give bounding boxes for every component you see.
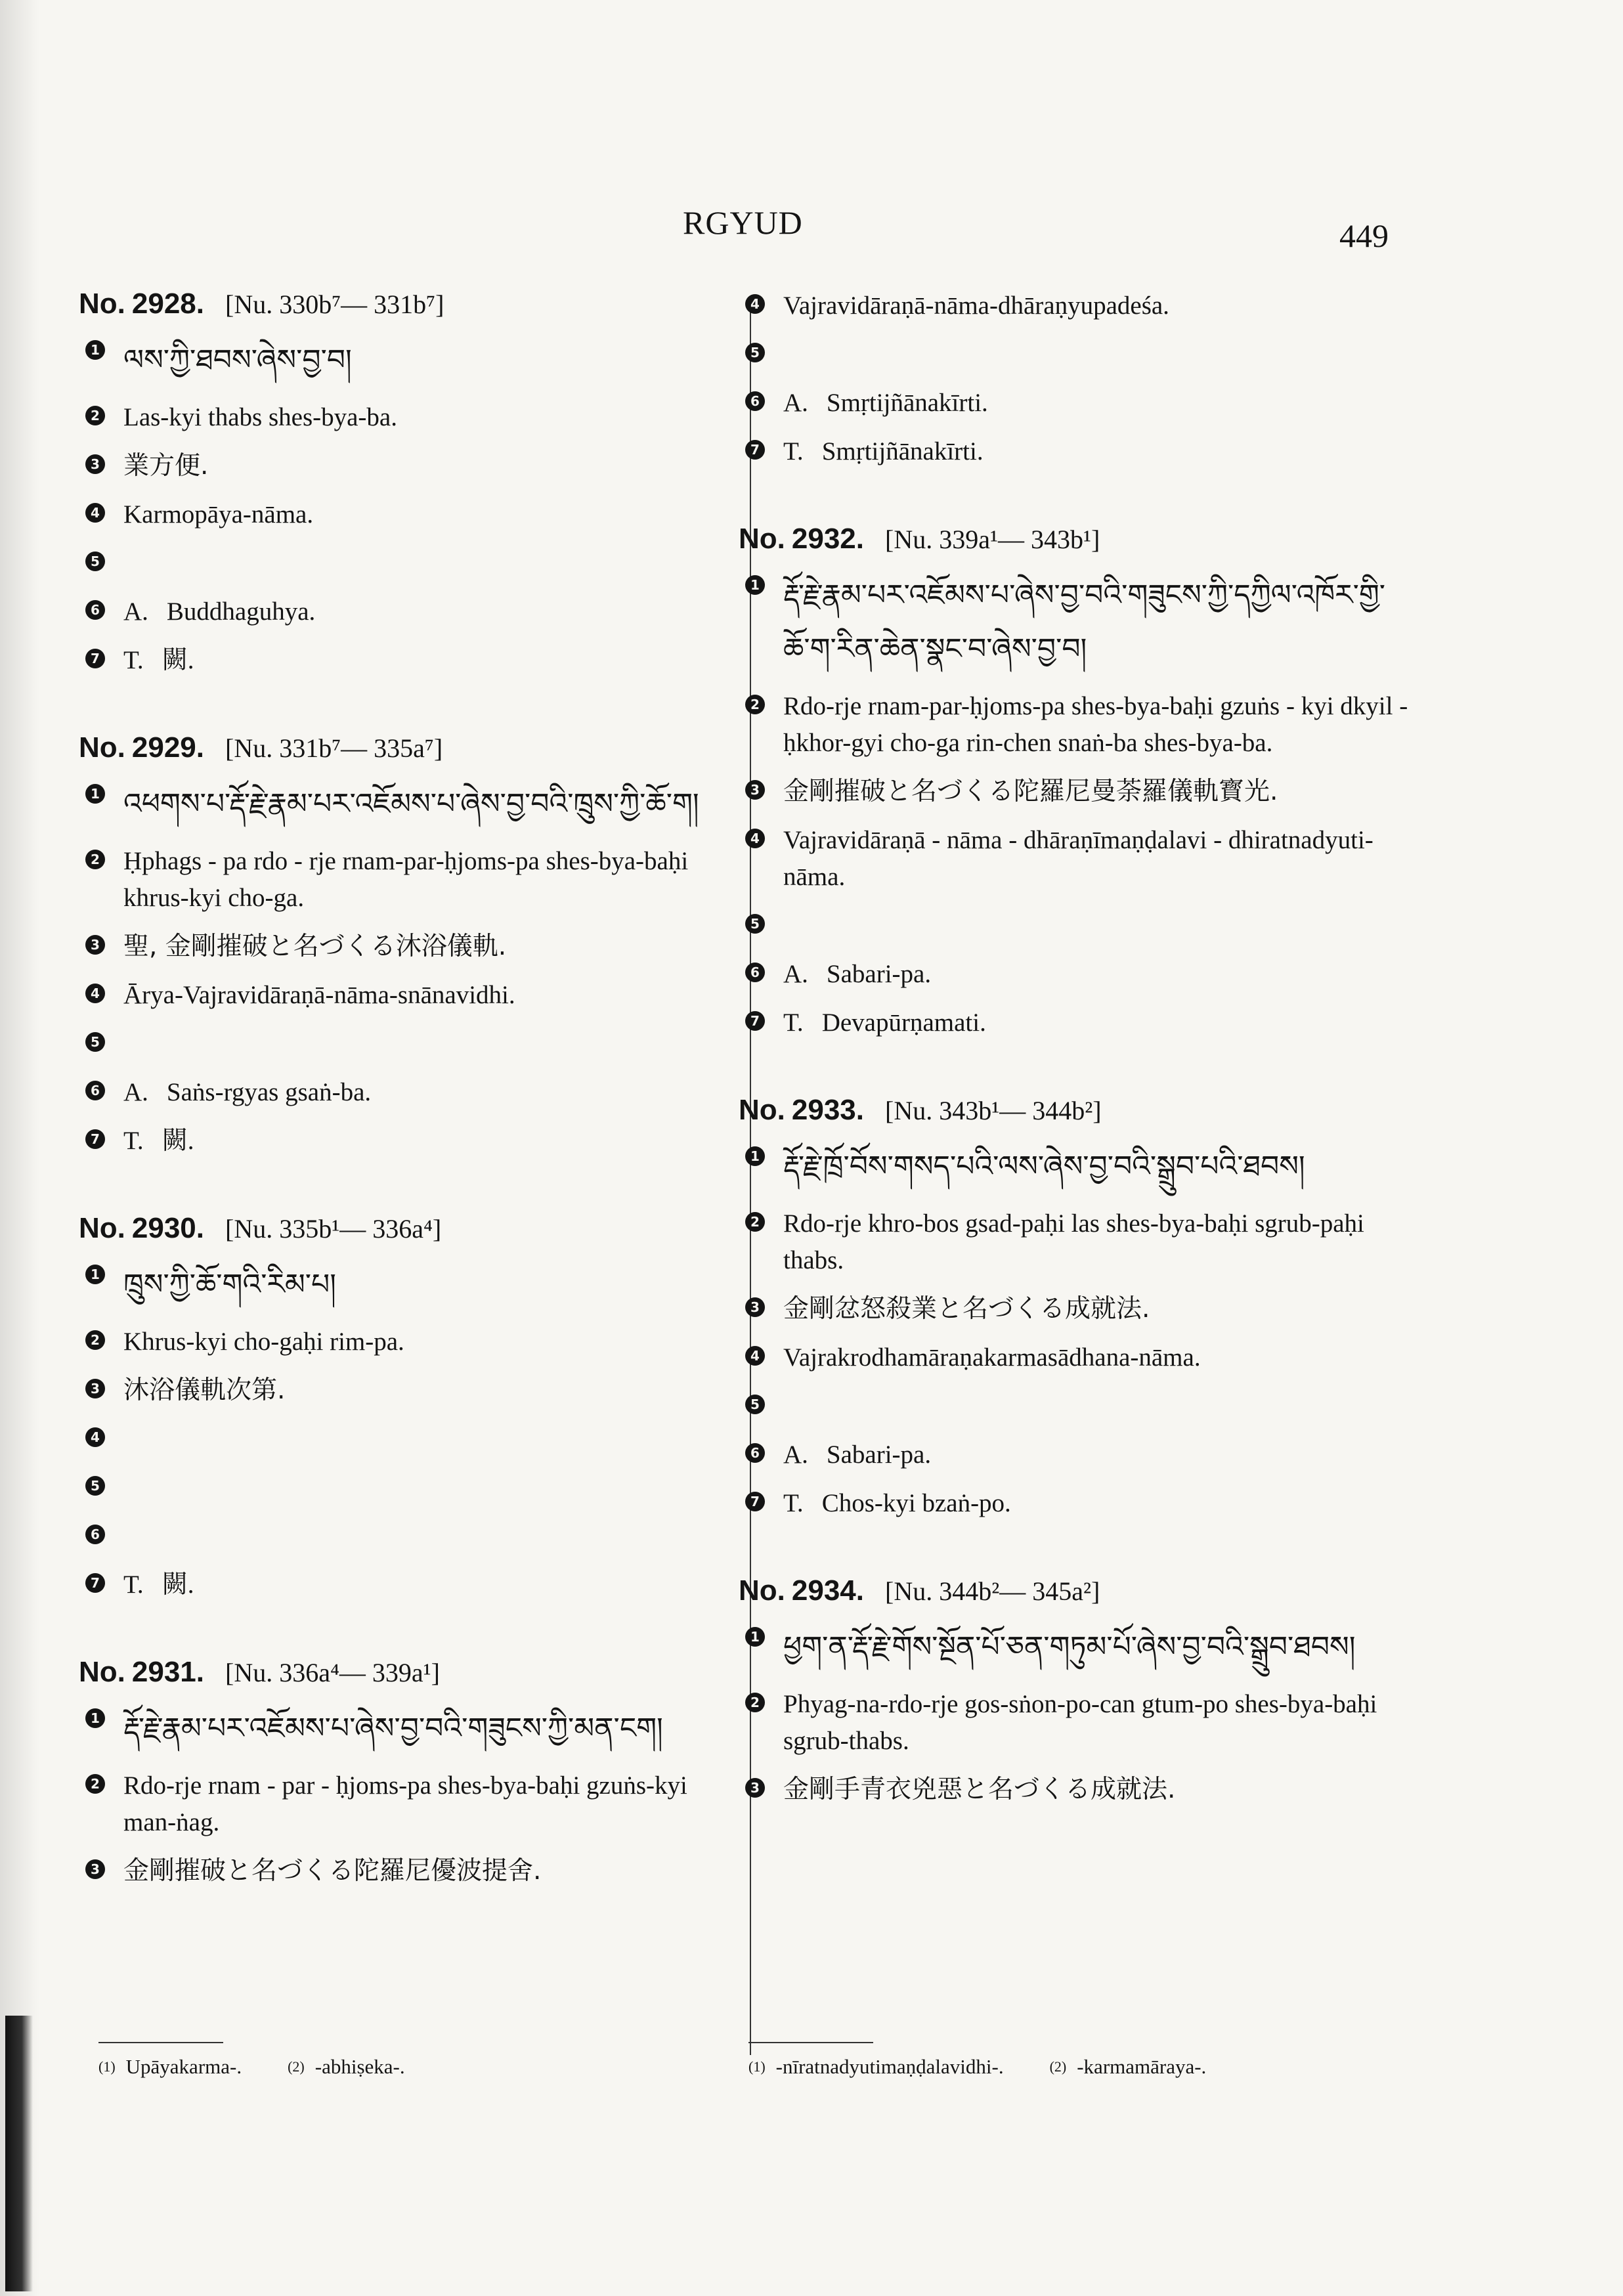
- entry-heading: [79, 1656, 735, 1689]
- field-label: A.: [123, 1078, 148, 1106]
- catalog-entry: [79, 731, 735, 1159]
- catalog-entry: [79, 1656, 735, 1890]
- field-value: ལས་ཀྱི་ཐབས་ཞེས་བྱ་བ།: [123, 343, 352, 377]
- entry-field: [79, 1567, 735, 1603]
- field-number-badge: 4: [85, 1427, 105, 1447]
- entry-field: [79, 448, 735, 485]
- field-value: Chos-kyi bzaṅ-po.: [821, 1489, 1011, 1517]
- field-text: [783, 688, 1408, 762]
- entry-field: [79, 1258, 735, 1312]
- entry-heading: [79, 731, 735, 764]
- field-text: [783, 569, 1408, 676]
- field-number-badge: 3: [745, 780, 765, 800]
- entry-field: [739, 1771, 1408, 1808]
- field-value: Karmopāya-nāma.: [123, 500, 314, 529]
- field-label: T.: [123, 646, 144, 674]
- entry-field: [739, 907, 1408, 944]
- field-value: Vajrakrodhamāraṇakarmasādhana-nāma.: [783, 1343, 1201, 1372]
- field-number-badge: 3: [85, 1859, 105, 1879]
- folio-range: [Nu. 343b¹— 344b²]: [885, 1096, 1102, 1125]
- catalog-entry: [739, 1574, 1408, 1808]
- entry-heading: [79, 1212, 735, 1245]
- footnote-mark: (2): [288, 2058, 305, 2075]
- field-text: [123, 928, 506, 965]
- footnote-text: -abhiṣeka-.: [314, 2055, 405, 2078]
- entry-field: [79, 334, 735, 387]
- field-value: རྡོ་རྗེ་ཁྲོ་བོས་གསད་པའི་ལས་ཞེས་བྱ་བའི་སྒྲུབ་པའི་ཐབས།: [783, 1150, 1305, 1183]
- field-text: [123, 1372, 285, 1409]
- field-number-badge: 1: [745, 575, 765, 595]
- entry-heading: [739, 1094, 1408, 1127]
- entry-field: [739, 1140, 1408, 1194]
- field-number-badge: 4: [745, 829, 765, 848]
- footnotes-right: [748, 2055, 1206, 2079]
- field-number-badge: 2: [85, 1774, 105, 1794]
- field-number-badge: 7: [85, 1129, 105, 1149]
- folio-range: [Nu. 335b¹— 336a⁴]: [225, 1214, 442, 1244]
- footnote-item: [1050, 2055, 1207, 2079]
- field-number-badge: 6: [85, 600, 105, 620]
- field-value: Ḥphags - pa rdo - rje rnam-par-ḥjoms-pa shes-bya-baḥi khrus-kyi cho-ga.: [123, 847, 689, 912]
- field-text: [783, 773, 1278, 810]
- entry-field: [79, 1469, 735, 1506]
- field-label: T.: [783, 437, 804, 466]
- entry-no-label: No.: [79, 288, 125, 320]
- entry-field: [79, 1853, 735, 1890]
- field-text: [783, 956, 931, 993]
- field-number-badge: 3: [745, 1297, 765, 1317]
- field-number-badge: 7: [85, 1573, 105, 1593]
- field-value: Phyag-na-rdo-rje gos-sṅon-po-can gtum-po shes-bya-baḥi sgrub-thabs.: [783, 1690, 1377, 1755]
- field-value: Devapūrṇamati.: [821, 1008, 986, 1037]
- field-number-badge: 4: [85, 984, 105, 1003]
- field-number-badge: 5: [745, 914, 765, 934]
- catalog-entry: [79, 1212, 735, 1603]
- entry-no-label: No.: [739, 1574, 785, 1607]
- entry-field: [739, 1005, 1408, 1041]
- field-text: [123, 496, 313, 533]
- field-value: Vajravidāraṇā - nāma - dhāraṇīmaṇḍalavi - dhiratnadyuti-nāma.: [783, 826, 1374, 891]
- entry-field: [79, 1372, 735, 1409]
- entry-field: [79, 977, 735, 1014]
- field-label: A.: [783, 960, 808, 988]
- field-number-badge: 1: [745, 1146, 765, 1166]
- catalog-entry: [739, 523, 1408, 1041]
- entry-field: [739, 433, 1408, 470]
- field-text: [123, 1258, 336, 1312]
- field-label: A.: [783, 1440, 808, 1469]
- entry-no-label: No.: [739, 1094, 785, 1126]
- field-number-badge: 6: [85, 1525, 105, 1544]
- field-value: རྡོ་རྗེ་རྣམ་པར་འཇོམས་པ་ཞེས་བྱ་བའི་གཟུངས་ཀྱི་མན་ངག།: [123, 1712, 663, 1745]
- field-text: [123, 1074, 371, 1111]
- entry-field: [739, 336, 1408, 373]
- field-number-badge: 5: [85, 552, 105, 571]
- field-value: 闕.: [162, 646, 194, 674]
- field-value: འཕགས་པ་རྡོ་རྗེ་རྣམ་པར་འཇོམས་པ་ཞེས་བྱ་བའི་ཁྲུས་ཀྱི་ཆོ་ག།: [123, 787, 699, 821]
- footnote-text: -nīratnadyutimaṇḍalavidhi-.: [775, 2055, 1004, 2078]
- folio-range: [Nu. 331b⁷— 335a⁷]: [225, 733, 443, 763]
- footnote-rule: [748, 2042, 873, 2043]
- footnote-item: [98, 2055, 242, 2079]
- field-text: [123, 334, 352, 387]
- entry-field: [739, 1485, 1408, 1522]
- field-text: [783, 1140, 1305, 1194]
- entry-number: 2932.: [791, 523, 864, 555]
- footnote-item: [748, 2055, 1004, 2079]
- catalog-entry: [739, 1094, 1408, 1522]
- field-number-badge: 4: [745, 1346, 765, 1366]
- field-value: 金剛忿怒殺業と名づくる成就法.: [783, 1294, 1150, 1324]
- field-number-badge: 3: [745, 1778, 765, 1798]
- entry-field: [79, 843, 735, 917]
- field-number-badge: 7: [85, 649, 105, 668]
- field-value: 金剛摧破と名づくる陀羅尼曼荼羅儀軌寳光.: [783, 777, 1278, 806]
- field-value: Rdo-rje rnam-par-ḥjoms-pa shes-bya-baḥi gzuṅs - kyi dkyil - ḥkhor-gyi cho-ga rin-chen snaṅ-ba shes-bya-ba.: [783, 692, 1408, 757]
- field-text: [783, 288, 1169, 324]
- field-number-badge: 3: [85, 1379, 105, 1398]
- field-label: T.: [783, 1008, 804, 1037]
- field-text: [123, 1567, 194, 1603]
- field-text: [123, 448, 208, 485]
- catalog-entry: [739, 288, 1408, 470]
- field-text: [123, 594, 315, 630]
- entry-no-label: No.: [79, 1212, 125, 1244]
- entry-field: [739, 1388, 1408, 1425]
- field-number-badge: 7: [745, 1011, 765, 1031]
- field-number-badge: 3: [85, 935, 105, 955]
- field-text: [123, 1767, 735, 1841]
- field-number-badge: 7: [745, 1492, 765, 1511]
- field-text: [783, 1291, 1150, 1328]
- field-value: Smṛtijñānakīrti.: [826, 389, 988, 417]
- field-text: [123, 1853, 541, 1890]
- field-text: [783, 1205, 1408, 1279]
- entry-no-label: No.: [79, 1656, 125, 1688]
- field-text: [123, 1702, 663, 1756]
- entry-field: [79, 1518, 735, 1555]
- entry-field: [739, 773, 1408, 810]
- field-number-badge: 6: [745, 963, 765, 982]
- entry-number: 2933.: [791, 1094, 864, 1126]
- field-value: 闕.: [162, 1127, 194, 1155]
- entry-field: [79, 594, 735, 630]
- page-edge-shadow: [0, 0, 39, 2296]
- field-value: 業方便.: [123, 451, 209, 481]
- entry-number: 2931.: [131, 1656, 204, 1688]
- field-text: [123, 843, 735, 917]
- field-number-badge: 1: [85, 784, 105, 804]
- entry-no-label: No.: [739, 523, 785, 555]
- field-text: [783, 822, 1408, 896]
- entry-number: 2930.: [131, 1212, 204, 1244]
- footnote-item: [288, 2055, 405, 2079]
- field-number-badge: 2: [85, 850, 105, 869]
- field-text: [783, 1339, 1201, 1376]
- right-column: [739, 288, 1408, 1820]
- folio-range: [Nu. 344b²— 345a²]: [885, 1576, 1100, 1606]
- footnote-mark: (2): [1049, 2058, 1067, 2075]
- field-label: T.: [783, 1489, 804, 1517]
- entry-heading: [739, 1574, 1408, 1607]
- field-label: A.: [783, 389, 808, 417]
- field-text: [123, 1123, 194, 1159]
- field-text: [783, 1005, 986, 1041]
- entry-field: [739, 1339, 1408, 1376]
- field-number-badge: 2: [745, 1212, 765, 1232]
- field-number-badge: 6: [745, 391, 765, 411]
- field-number-badge: 4: [85, 503, 105, 523]
- entry-field: [79, 1324, 735, 1360]
- field-number-badge: 2: [745, 695, 765, 714]
- footnotes-left: [98, 2055, 405, 2079]
- entry-field: [79, 1123, 735, 1159]
- field-number-badge: 5: [85, 1032, 105, 1052]
- field-number-badge: 6: [85, 1081, 105, 1100]
- field-value: Vajravidāraṇā-nāma-dhāraṇyupadeśa.: [783, 292, 1169, 320]
- field-text: [783, 1437, 931, 1473]
- field-value: 聖, 金剛摧破と名づくる沐浴儀軌.: [123, 932, 507, 961]
- field-text: [783, 1686, 1408, 1760]
- field-number-badge: 5: [85, 1476, 105, 1496]
- field-number-badge: 5: [745, 343, 765, 362]
- field-value: རྡོ་རྗེ་རྣམ་པར་འཇོམས་པ་ཞེས་བྱ་བའི་གཟུངས་ཀྱི་དཀྱིལ་འཁོར་གྱི་ཆོ་ག་རིན་ཆེན་སྣང་བ་ཞེས་བྱ་བ།: [783, 578, 1386, 666]
- field-value: ཁྲུས་ཀྱི་ཆོ་གའི་རིམ་པ།: [123, 1268, 336, 1301]
- entry-field: [739, 956, 1408, 993]
- field-value: 金剛摧破と名づくる陀羅尼優波提舍.: [123, 1856, 542, 1886]
- field-text: [123, 977, 515, 1014]
- footnote-mark: (1): [748, 2058, 766, 2075]
- entry-number: 2928.: [131, 288, 204, 320]
- page-number: 449: [1339, 217, 1389, 254]
- field-value: Sabari-pa.: [826, 1440, 932, 1469]
- footnote-rule: [98, 2042, 223, 2043]
- entry-field: [739, 822, 1408, 896]
- field-value: 沐浴儀軌次第.: [123, 1375, 286, 1405]
- entry-field: [739, 1437, 1408, 1473]
- entry-field: [739, 1205, 1408, 1279]
- entry-field: [79, 1767, 735, 1841]
- entry-field: [79, 1026, 735, 1062]
- field-value: Rdo-rje rnam - par - ḥjoms-pa shes-bya-baḥi gzuṅs-kyi man-ṅag.: [123, 1771, 687, 1836]
- entry-field: [79, 545, 735, 582]
- field-text: [783, 433, 984, 470]
- field-value: Sabari-pa.: [826, 960, 932, 988]
- folio-range: [Nu. 336a⁴— 339a¹]: [225, 1658, 440, 1687]
- field-text: [783, 385, 988, 422]
- entry-field: [79, 1702, 735, 1756]
- field-text: [123, 777, 699, 831]
- entry-field: [79, 399, 735, 436]
- entry-field: [739, 1686, 1408, 1760]
- field-text: [123, 642, 194, 679]
- field-number-badge: 6: [745, 1443, 765, 1463]
- field-label: T.: [123, 1127, 144, 1155]
- field-number-badge: 2: [85, 1330, 105, 1350]
- entry-field: [739, 1291, 1408, 1328]
- field-number-badge: 3: [85, 454, 105, 474]
- field-label: A.: [123, 597, 148, 626]
- field-value: Las-kyi thabs shes-bya-ba.: [123, 403, 397, 431]
- entry-field: [79, 1074, 735, 1111]
- entry-heading: [739, 523, 1408, 555]
- field-number-badge: 4: [745, 294, 765, 314]
- field-number-badge: 7: [745, 440, 765, 460]
- field-text: [783, 1620, 1355, 1674]
- field-value: ཕྱག་ན་རྡོ་རྗེ་གོས་སྔོན་པོ་ཅན་གཏུམ་པོ་ཞེས་བྱ་བའི་སྒྲུབ་ཐབས།: [783, 1630, 1356, 1664]
- entry-no-label: No.: [79, 731, 125, 764]
- field-number-badge: 1: [85, 1265, 105, 1284]
- folio-range: [Nu. 330b⁷— 331b⁷]: [225, 290, 444, 319]
- field-value: 金剛手青衣兇惡と名づくる成就法.: [783, 1775, 1176, 1804]
- field-number-badge: 2: [85, 406, 105, 425]
- entry-field: [79, 928, 735, 965]
- field-number-badge: 1: [85, 1708, 105, 1728]
- entry-field: [739, 569, 1408, 676]
- field-value: Saṅs-rgyas gsaṅ-ba.: [166, 1078, 372, 1106]
- field-value: Khrus-kyi cho-gaḥi rim-pa.: [123, 1328, 404, 1356]
- left-column: [79, 288, 735, 1901]
- entry-field: [739, 1620, 1408, 1674]
- field-label: T.: [123, 1570, 144, 1599]
- entry-number: 2934.: [791, 1574, 864, 1607]
- field-value: 闕.: [162, 1570, 194, 1599]
- entry-field: [79, 777, 735, 831]
- entry-field: [79, 1421, 735, 1458]
- field-text: [123, 1324, 404, 1360]
- field-text: [783, 1485, 1011, 1522]
- field-value: Rdo-rje khro-bos gsad-paḥi las shes-bya-baḥi sgrub-paḥi thabs.: [783, 1209, 1364, 1274]
- entry-field: [739, 688, 1408, 762]
- footnote-mark: (1): [98, 2058, 116, 2075]
- field-text: [783, 1771, 1175, 1808]
- field-value: Ārya-Vajravidāraṇā-nāma-snānavidhi.: [123, 981, 515, 1009]
- footnote-text: -karmamāraya-.: [1077, 2055, 1207, 2078]
- footnote-text: Upāyakarma-.: [125, 2055, 242, 2078]
- entry-field: [79, 496, 735, 533]
- field-text: [123, 399, 397, 436]
- running-title: RGYUD: [683, 204, 803, 241]
- field-value: Buddhaguhya.: [166, 597, 316, 626]
- field-value: Smṛtijñānakīrti.: [821, 437, 984, 466]
- entry-field: [739, 288, 1408, 324]
- field-number-badge: 1: [85, 340, 105, 360]
- entry-number: 2929.: [131, 731, 204, 764]
- folio-range: [Nu. 339a¹— 343b¹]: [885, 525, 1100, 554]
- field-number-badge: 5: [745, 1395, 765, 1414]
- entry-field: [739, 385, 1408, 422]
- entry-heading: [79, 288, 735, 320]
- field-number-badge: 1: [745, 1627, 765, 1647]
- field-number-badge: 2: [745, 1693, 765, 1712]
- binding-shadow: [5, 2016, 33, 2291]
- entry-field: [79, 642, 735, 679]
- catalog-entry: [79, 288, 735, 679]
